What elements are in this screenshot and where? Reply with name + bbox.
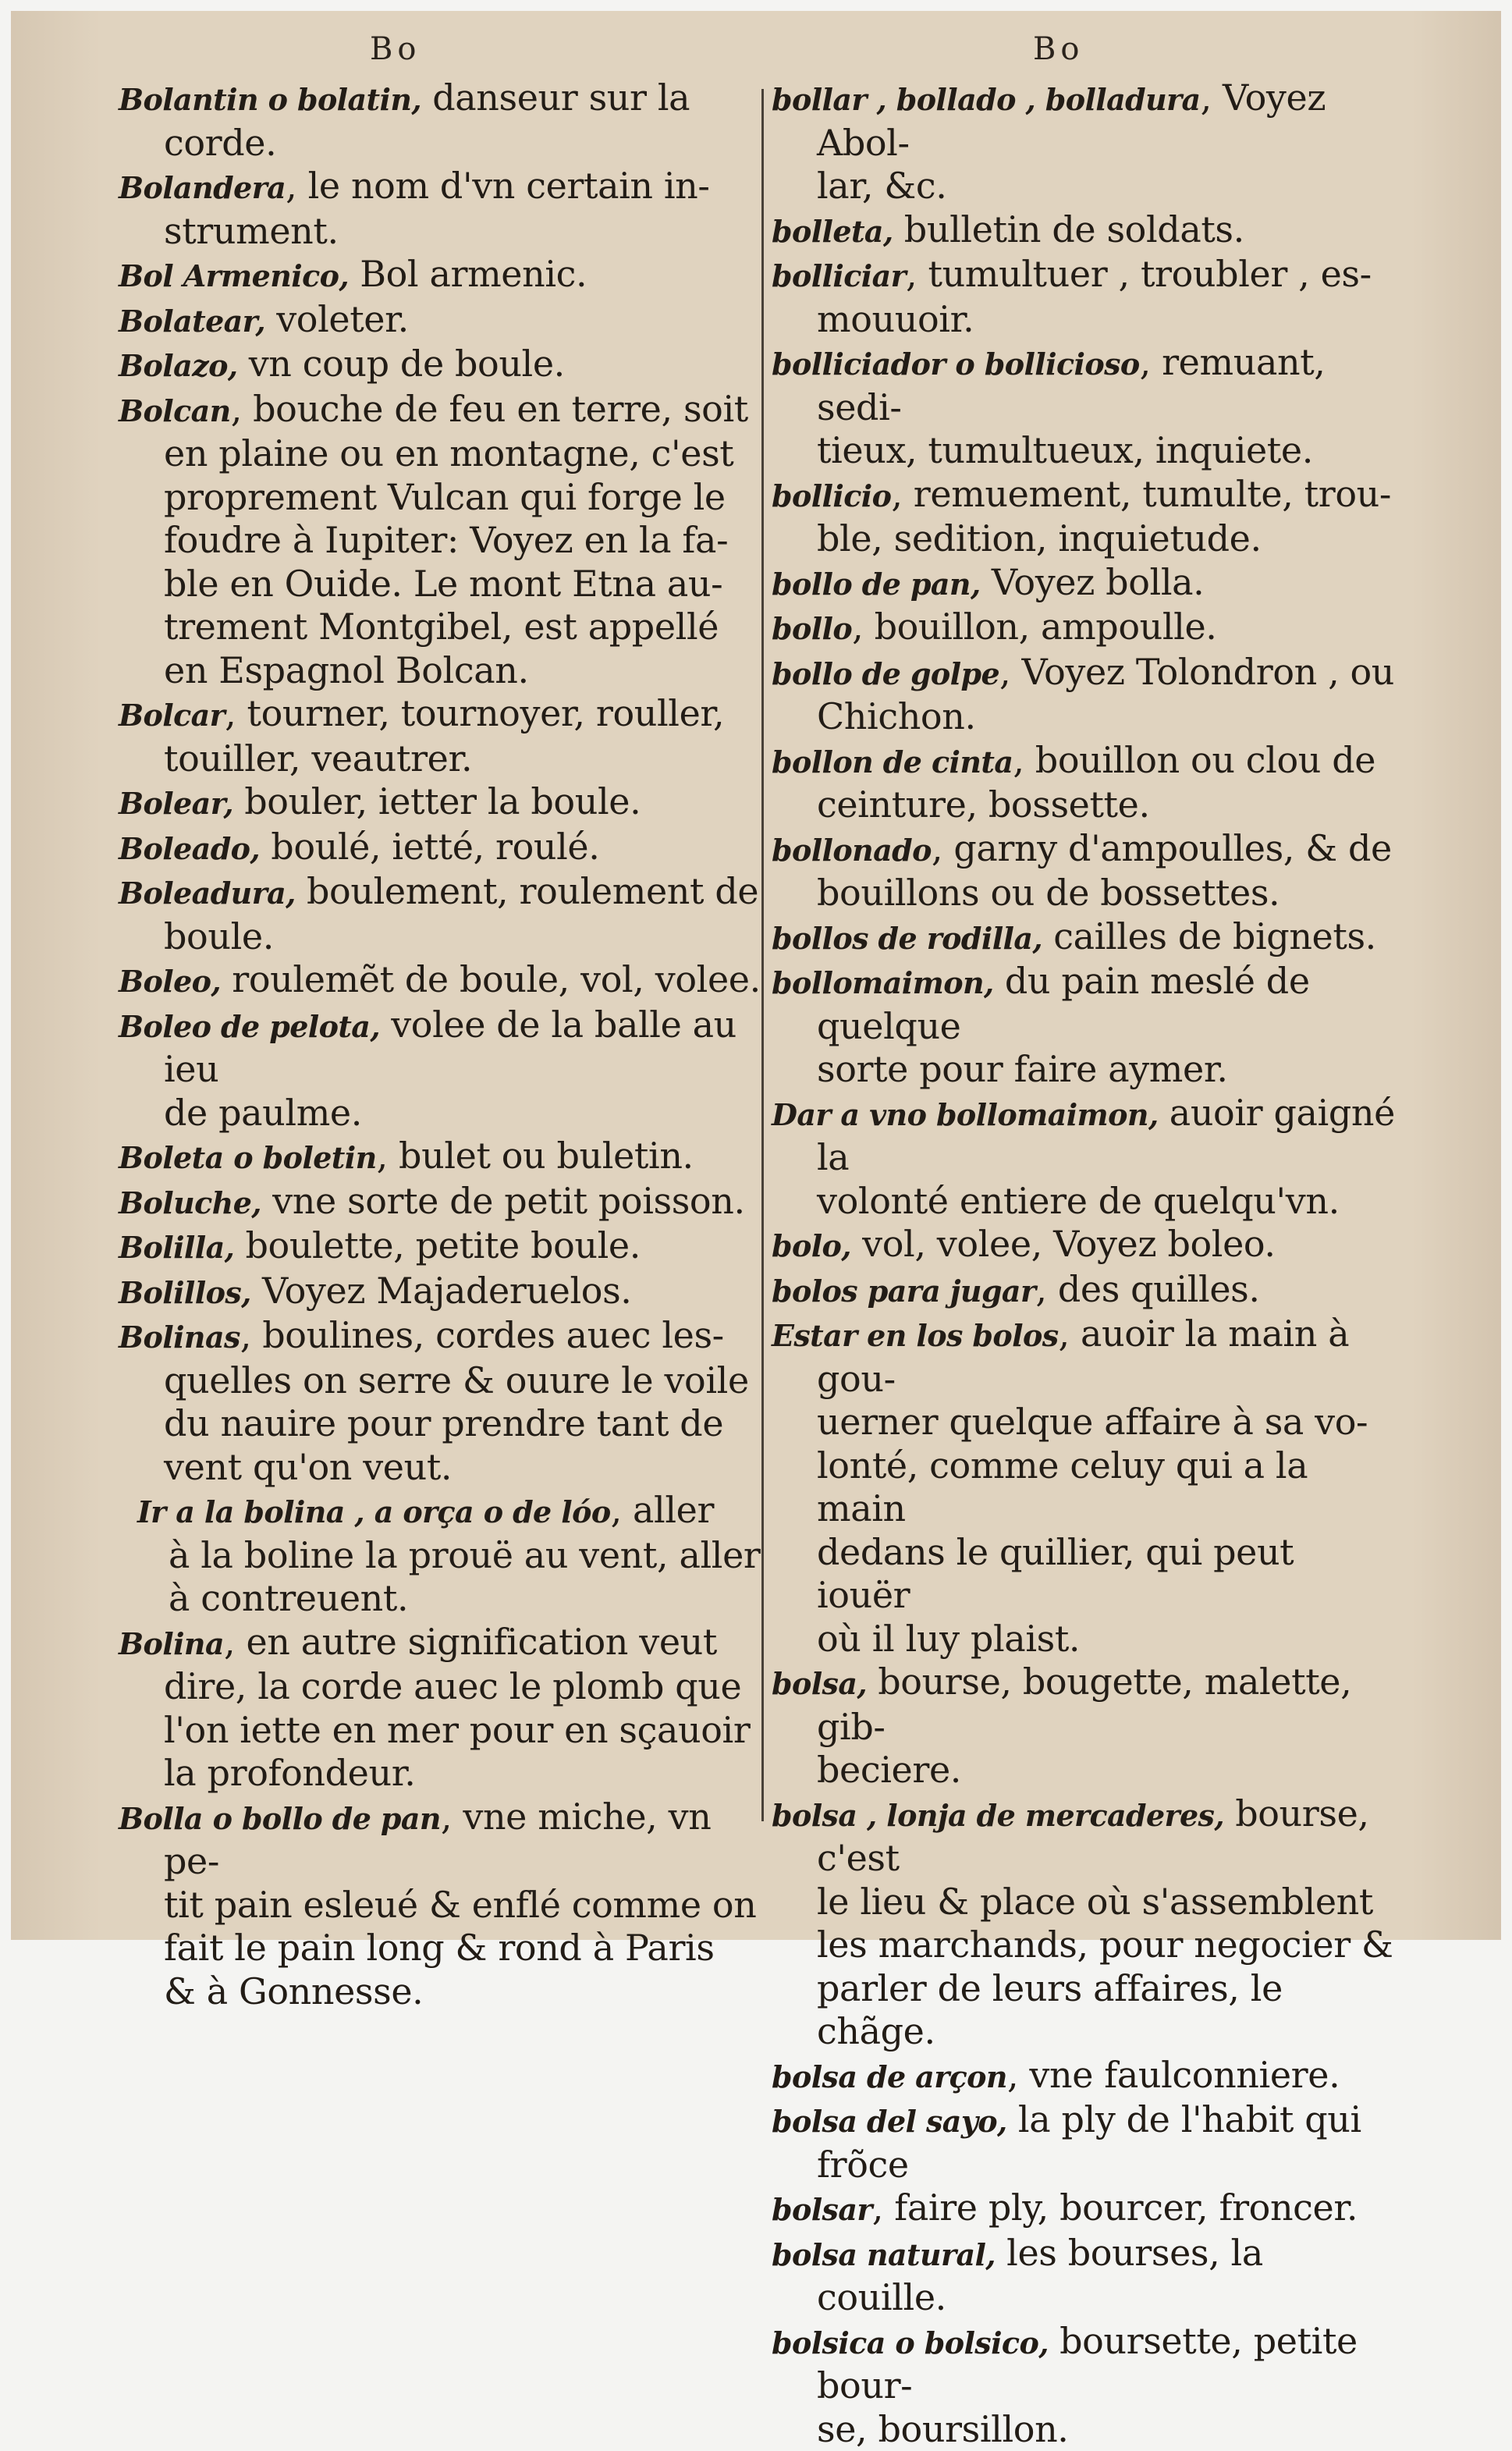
headword: bolsa del sayo, [772, 2104, 1007, 2139]
left-entry [119, 298, 766, 343]
headword: Boleado, [119, 831, 260, 866]
right-entry [772, 1792, 1396, 2054]
headword: Bolcan [119, 393, 231, 428]
definition-text: dedans le quillier, qui peut iouër [817, 1531, 1294, 1617]
definition-text: où il luy plaist. [817, 1618, 1080, 1660]
definition-text: mouuoir. [817, 298, 974, 340]
left-entry [119, 870, 766, 958]
headword: bolo, [772, 1228, 851, 1263]
definition-text: en Espagnol Bolcan. [164, 649, 529, 691]
headword: Bolcar [119, 698, 225, 733]
headword: Bolinas [119, 1320, 240, 1355]
definition-text: roulemẽt de boule, vol, volee. [221, 958, 761, 1000]
headword: Dar a vno bollomaimon, [772, 1097, 1159, 1132]
definition-text: , bouche de feu en terre, soit [231, 388, 748, 430]
definition-text: , en autre signification veut [224, 1621, 717, 1663]
definition-text: , Voyez Abol- [817, 76, 1326, 164]
left-entry [119, 1270, 766, 1315]
definition-text: fait le pain long & rond à Paris [164, 1927, 715, 1969]
left-entry [119, 1180, 766, 1225]
definition-text: à contreuent. [169, 1577, 408, 1619]
definition-text: Voyez bolla. [981, 561, 1205, 603]
headword: Boleo de pelota, [119, 1009, 380, 1044]
right-entry [772, 960, 1396, 1092]
right-entry [772, 739, 1396, 827]
right-entry [772, 606, 1396, 651]
headword: bolleta, [772, 214, 893, 249]
definition-text: , vne miche, vn pe- [164, 1796, 711, 1883]
right-entry [772, 76, 1396, 208]
definition-text: , bouillon, ampoulle. [852, 606, 1216, 648]
definition-text: beciere. [817, 1749, 961, 1791]
headword: Boluche, [119, 1185, 261, 1220]
right-entry [772, 2232, 1396, 2320]
definition-text: , aller [611, 1489, 715, 1531]
definition-text: de paulme. [164, 1092, 362, 1134]
headword: Estar en los bolos [772, 1318, 1059, 1353]
definition-text: Chichon. [817, 695, 976, 737]
definition-text: , bulet ou buletin. [377, 1135, 694, 1177]
definition-text: danseur sur la corde. [164, 76, 690, 164]
definition-text: voleter. [265, 298, 409, 340]
headword: bollicio [772, 478, 891, 513]
right-entry [772, 208, 1396, 254]
headword: bollos de rodilla, [772, 921, 1042, 956]
definition-text: lonté, comme celuy qui a la main [817, 1444, 1308, 1530]
right-entry [772, 1661, 1396, 1792]
right-column [772, 76, 1396, 2451]
definition-text: boulé, ietté, roulé. [260, 826, 599, 868]
left-entry [119, 692, 766, 780]
definition-text: quelles on serre & ouure le voile [164, 1359, 749, 1401]
definition-text: strument. [164, 210, 339, 252]
headword: Bolazo, [119, 348, 237, 383]
left-entry [119, 76, 766, 165]
definition-text: , vne faulconniere. [1007, 2054, 1340, 2096]
headword: Boleta o boletin [119, 1140, 377, 1175]
definition-text: boulette, petite boule. [234, 1224, 641, 1266]
right-entry [772, 2098, 1396, 2186]
definition-text: boulement, roulement de [296, 870, 758, 912]
definition-text: uerner quelque affaire à sa vo- [817, 1401, 1368, 1443]
headword: Bol Armenico, [119, 258, 349, 293]
definition-text: en plaine ou en montagne, c'est [164, 432, 733, 474]
right-entry [772, 1313, 1396, 1661]
headword: bollo de golpe [772, 656, 999, 691]
right-entry [772, 1268, 1396, 1313]
definition-text: bulletin de soldats. [893, 208, 1244, 250]
right-entry [772, 1092, 1396, 1224]
left-entry [119, 1621, 766, 1796]
definition-text: bourse, c'est [817, 1792, 1369, 1880]
definition-text: vent qu'on veut. [164, 1446, 452, 1488]
headword: Boleadura, [119, 876, 296, 911]
definition-text: vn coup de boule. [237, 343, 564, 385]
definition-text: Bol armenic. [349, 253, 587, 295]
headword: bollo de pan, [772, 567, 981, 602]
right-entry [772, 827, 1396, 915]
left-column [119, 76, 766, 2013]
headword: Bolillos, [119, 1275, 251, 1310]
left-entry [119, 1224, 766, 1270]
definition-text: , le nom d'vn certain in- [286, 165, 709, 207]
left-entry [119, 826, 766, 871]
right-entry [772, 915, 1396, 961]
headword: bolos para jugar [772, 1273, 1035, 1309]
definition-text: & à Gonnesse. [164, 1970, 423, 2012]
definition-text: sorte pour faire aymer. [817, 1048, 1228, 1090]
definition-text: , bouillon ou clou de [1013, 739, 1375, 781]
definition-text: se, boursillon. [817, 2408, 1069, 2450]
headword: bolliciador o bollicioso [772, 346, 1140, 382]
right-entry [772, 253, 1396, 341]
definition-text: dire, la corde auec le plomb que [164, 1665, 741, 1707]
headword: bollomaimon, [772, 965, 994, 1000]
definition-text: , tourner, tournoyer, rouller, [225, 692, 724, 734]
definition-text: bourse, bougette, malette, gib- [817, 1661, 1351, 1748]
headword: bolsa de arçon [772, 2059, 1007, 2094]
headword: Bolilla, [119, 1230, 234, 1265]
left-entry [119, 1135, 766, 1180]
right-entry [772, 473, 1396, 561]
headword: Bolina [119, 1626, 224, 1661]
definition-text: les bourses, la couille. [817, 2232, 1263, 2319]
definition-text: l'on iette en mer pour en sçauoir [164, 1709, 750, 1751]
headword: bollar , bollado , bolladura [772, 82, 1201, 117]
definition-text: , remuant, sedi- [817, 341, 1326, 428]
headword: bolsar [772, 2192, 872, 2227]
definition-text: tieux, tumultueux, inquiete. [817, 429, 1313, 471]
headword: bolliciar [772, 258, 906, 293]
definition-text: foudre à Iupiter: Voyez en la fa- [164, 519, 728, 561]
definition-text: , Voyez Tolondron , ou [999, 651, 1394, 693]
running-header-right: Bo [1033, 31, 1084, 67]
definition-text: , remuement, tumulte, trou- [891, 473, 1391, 515]
definition-text: volee de la balle au ieu [164, 1003, 736, 1091]
headword: Bolandera [119, 170, 286, 205]
headword: Bolear, [119, 786, 233, 821]
definition-text: les marchands, pour negocier & [817, 1924, 1393, 1966]
definition-text: boule. [164, 915, 274, 957]
definition-text: vne sorte de petit poisson. [261, 1180, 745, 1222]
definition-text: Voyez Majaderuelos. [251, 1270, 632, 1312]
definition-text: du nauire pour prendre tant de [164, 1402, 723, 1444]
headword: bolsa natural, [772, 2237, 996, 2272]
definition-text: , faire ply, bourcer, froncer. [872, 2186, 1358, 2229]
left-entry [119, 388, 766, 693]
definition-text: la profondeur. [164, 1752, 416, 1794]
definition-text: , boulines, cordes auec les- [240, 1314, 724, 1356]
headword: Bolantin o bolatin, [119, 82, 421, 117]
right-entry [772, 2186, 1396, 2232]
left-entry [119, 165, 766, 253]
headword: Bolatear, [119, 304, 265, 339]
headword: Ir a la bolina , a orça o de lóo [137, 1494, 611, 1529]
left-entry [119, 958, 766, 1003]
definition-text: bouillons ou de bossettes. [817, 872, 1280, 914]
headword: Boleo, [119, 964, 221, 999]
right-entry [772, 2054, 1396, 2099]
left-entry [119, 1489, 766, 1621]
right-entry [772, 2320, 1396, 2451]
definition-text: le lieu & place où s'assemblent [817, 1881, 1373, 1923]
definition-text: à la boline la prouë au vent, aller [169, 1534, 761, 1576]
definition-text: boursette, petite bour- [817, 2320, 1358, 2407]
definition-text: touiller, veautrer. [164, 737, 472, 780]
left-entry [119, 780, 766, 826]
headword: bolsica o bolsico, [772, 2325, 1049, 2360]
dictionary-page [11, 11, 1501, 1940]
definition-text: , des quilles. [1035, 1268, 1259, 1310]
definition-text: proprement Vulcan qui forge le [164, 476, 726, 518]
headword: bollon de cinta [772, 744, 1013, 780]
left-entry [119, 253, 766, 298]
definition-text: trement Montgibel, est appellé [164, 606, 719, 648]
left-entry [119, 1796, 766, 2014]
definition-text: vol, volee, Voyez boleo. [851, 1223, 1276, 1265]
definition-text: , auoir la main à gou- [817, 1313, 1349, 1400]
right-entry [772, 561, 1396, 606]
right-entry [772, 341, 1396, 473]
definition-text: cailles de bignets. [1042, 915, 1376, 957]
definition-text: du pain meslé de quelque [817, 960, 1310, 1047]
right-entry [772, 1223, 1396, 1268]
right-entry [772, 651, 1396, 739]
left-entry [119, 343, 766, 388]
left-entry [119, 1314, 766, 1489]
definition-text: la ply de l'habit qui frõce [817, 2098, 1361, 2186]
definition-text: , garny d'ampoulles, & de [932, 827, 1392, 869]
definition-text: ceinture, bossette. [817, 783, 1150, 826]
definition-text: , tumultuer , troubler , es- [906, 253, 1372, 295]
headword: bolsa, [772, 1666, 867, 1701]
definition-text: auoir gaigné la [817, 1092, 1395, 1179]
definition-text: lar, &c. [817, 165, 946, 207]
headword: bollonado [772, 833, 932, 868]
definition-text: ble en Ouide. Le mont Etna au- [164, 563, 722, 605]
left-entry [119, 1003, 766, 1135]
headword: bolsa , lonja de mercaderes, [772, 1798, 1224, 1833]
definition-text: volonté entiere de quelqu'vn. [817, 1180, 1340, 1222]
definition-text: parler de leurs affaires, le chãge. [817, 1967, 1283, 2053]
definition-text: bouler, ietter la boule. [233, 780, 641, 822]
definition-text: ble, sedition, inquietude. [817, 517, 1262, 559]
definition-text: tit pain esleué & enflé comme on [164, 1884, 756, 1926]
headword: Bolla o bollo de pan [119, 1801, 441, 1836]
headword: bollo [772, 611, 852, 646]
running-header-left: Bo [370, 31, 421, 67]
